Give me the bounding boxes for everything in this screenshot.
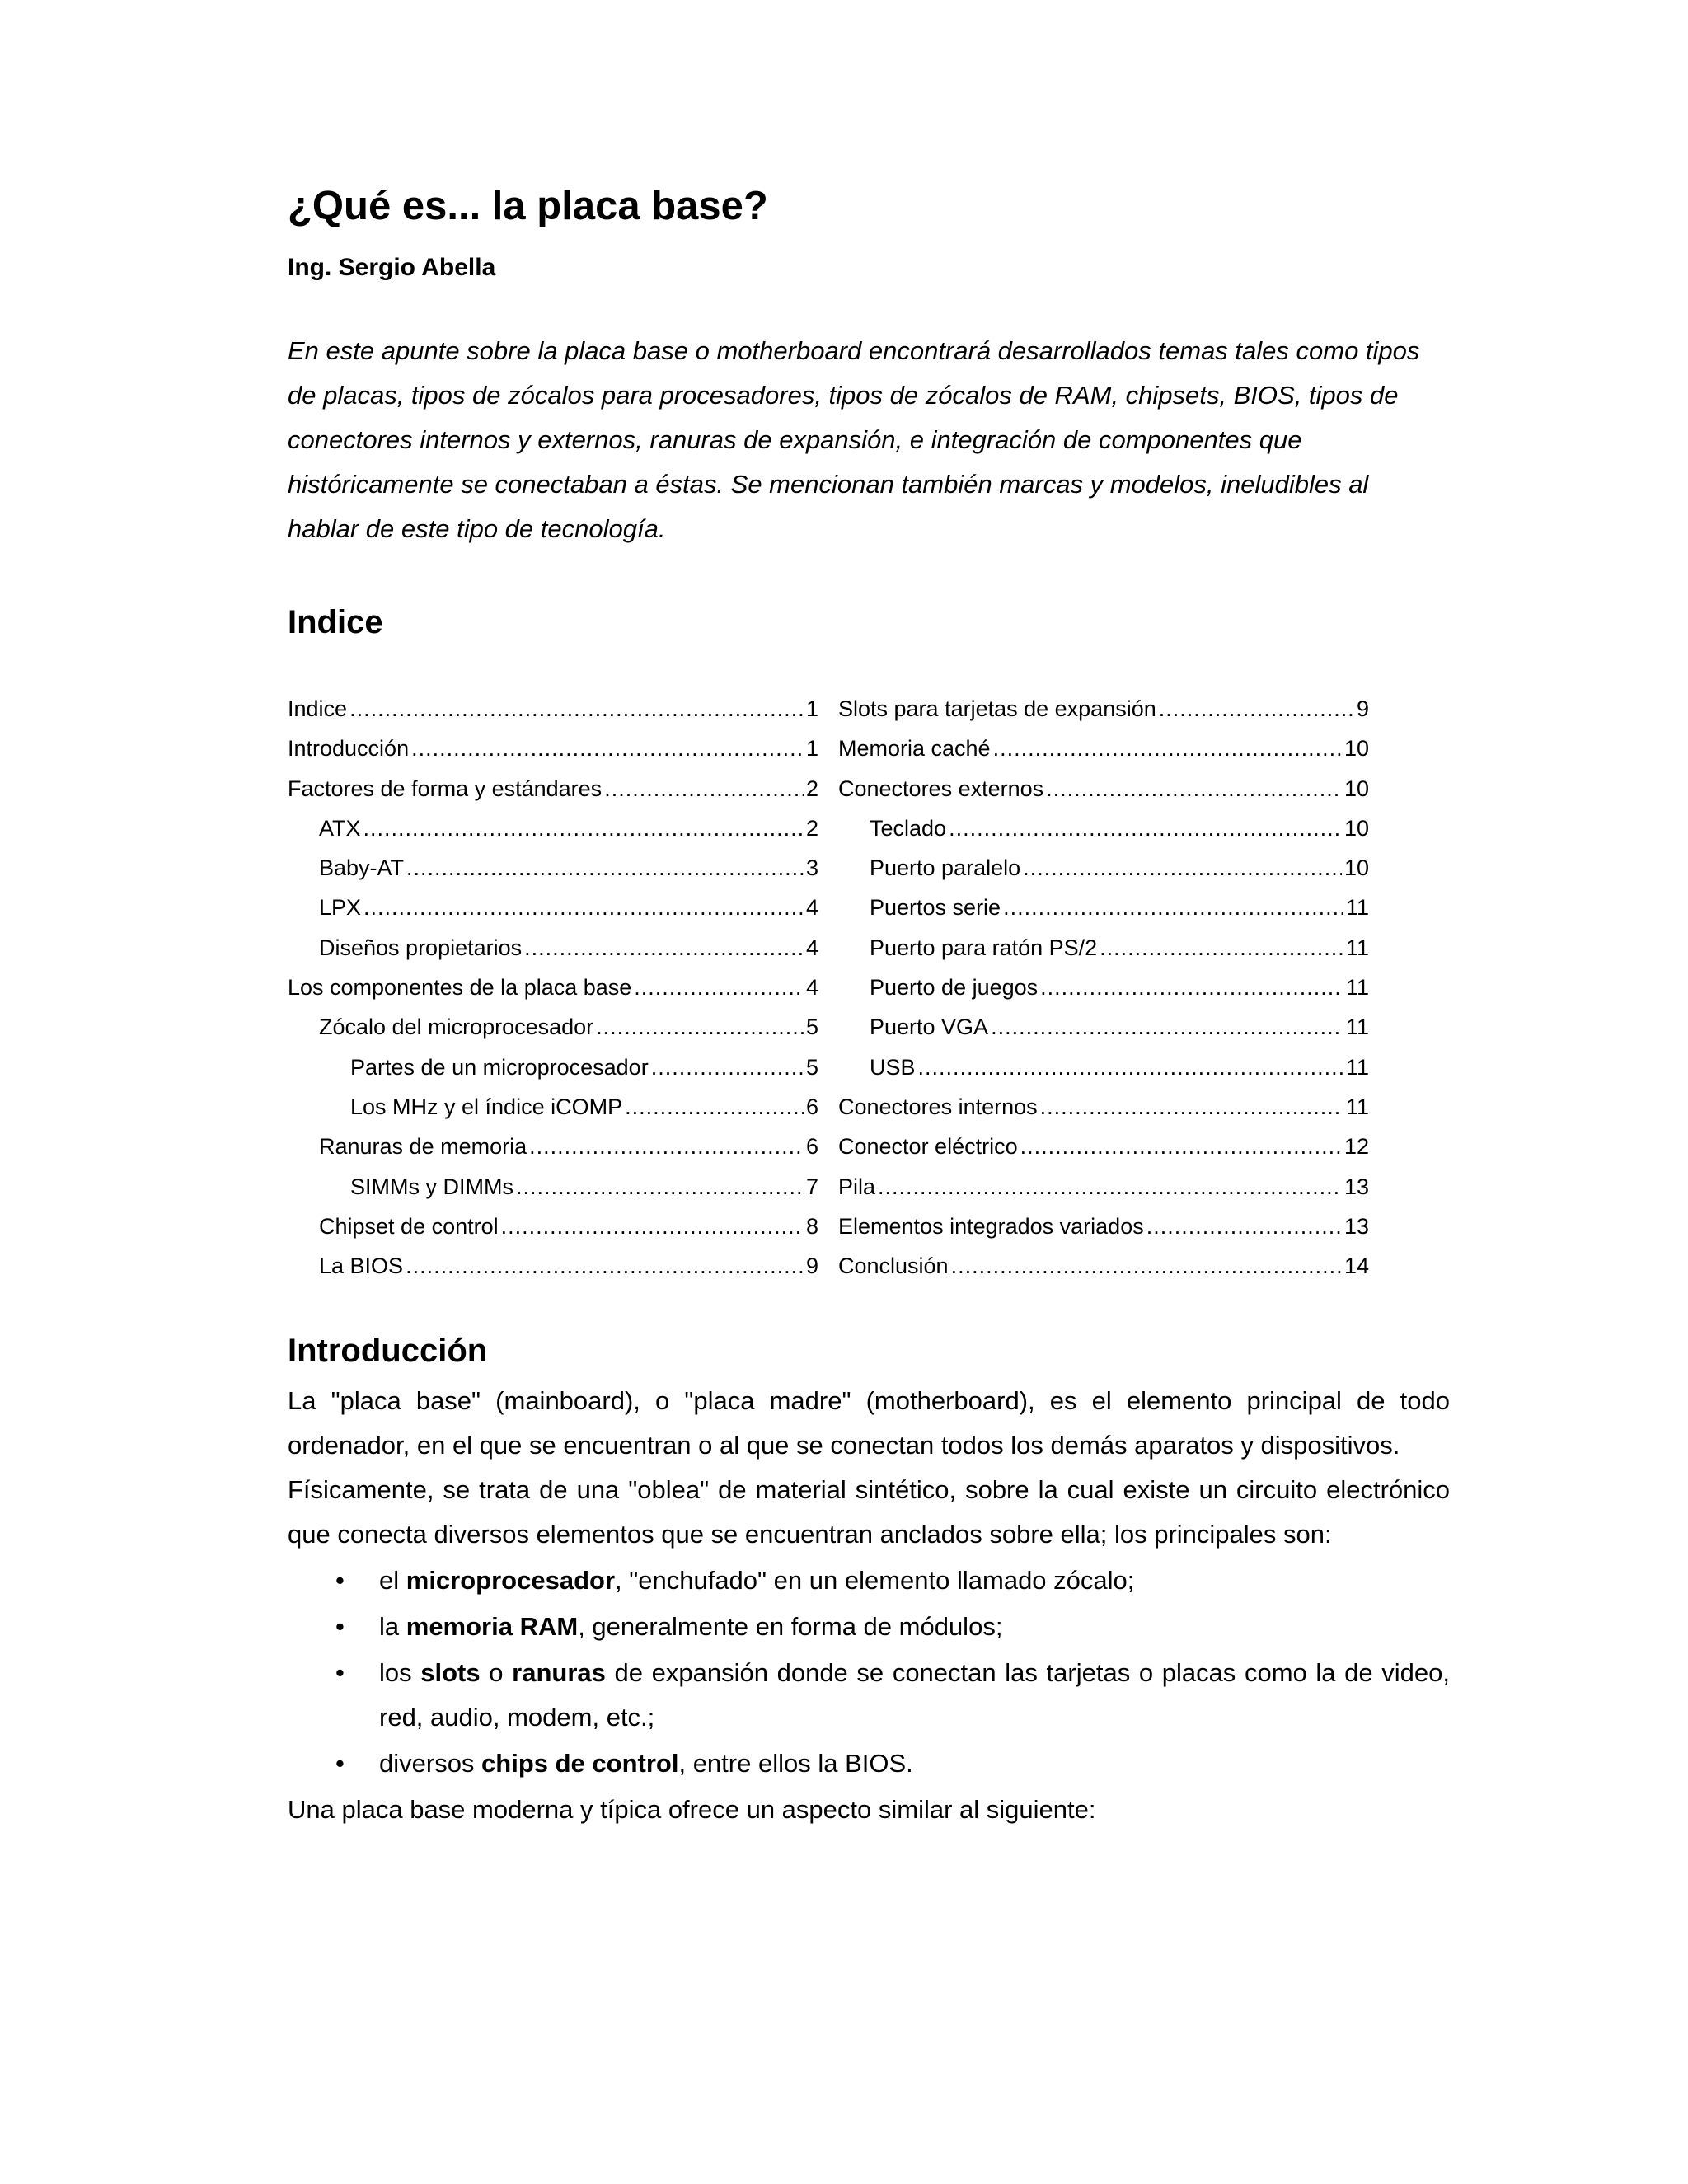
toc-entry-label: Factores de forma y estándares <box>288 776 603 801</box>
toc-entry[interactable] <box>288 696 818 736</box>
toc-entry-label: SIMMs y DIMMs <box>350 1174 513 1199</box>
intro-paragraph-1: La "placa base" (mainboard), o "placa madre" (motherboard), es el elemento principal de todo ordenador, en el que se encuentran o al que se conectan todos los demás aparatos y dispositivos. <box>288 1386 1450 1460</box>
toc-entry[interactable] <box>288 1214 818 1254</box>
toc-entry-page: 9 <box>805 1254 818 1279</box>
toc-entry[interactable] <box>288 895 818 935</box>
bullet-icon: • <box>335 1566 345 1595</box>
toc-entry-page: 4 <box>805 895 818 921</box>
toc-entry-page: 2 <box>805 815 818 841</box>
toc-entry[interactable] <box>288 855 818 895</box>
list-item <box>288 1651 1450 1740</box>
toc-entry[interactable] <box>288 1055 818 1094</box>
toc-entry[interactable] <box>838 776 1369 816</box>
toc-entry-label: USB <box>870 1054 916 1080</box>
toc-entry[interactable] <box>838 1094 1369 1134</box>
toc-entry-label: Introducción <box>288 736 410 762</box>
toc-entry[interactable] <box>838 1254 1369 1293</box>
toc-entry-page: 9 <box>1356 696 1369 721</box>
bullet-icon: • <box>335 1749 345 1778</box>
toc-entry[interactable] <box>288 776 818 816</box>
toc-entry-label: Elementos integrados variados <box>838 1213 1144 1239</box>
toc-leader-dots <box>596 1015 804 1040</box>
abstract-paragraph: En este apunte sobre la placa base o motherboard encontrará desarrollados temas tales como tipos de placas, tipos de zócalos para procesadores, tipos de zócalos de RAM, chipsets, BIOS, tipos de conectores internos y externos, ranuras de expansión, e integración de componentes que históricamente se conectaban a éstas. Se mencionan también marcas y modelos, ineludibles al hablar de este tipo de tecnología. <box>288 336 1420 543</box>
toc-entry-label: Los MHz y el índice iCOMP <box>350 1094 623 1119</box>
toc-entry-page: 14 <box>1343 1254 1369 1279</box>
toc-leader-dots <box>1020 1134 1342 1160</box>
toc-leader-dots <box>529 1134 804 1160</box>
toc-entry-page: 5 <box>805 1015 818 1040</box>
toc-entry-page: 10 <box>1343 776 1369 801</box>
toc-leader-dots <box>949 816 1342 841</box>
toc-entry-label: Zócalo del microprocesador <box>319 1015 594 1040</box>
toc-entry-page: 3 <box>805 855 818 881</box>
toc-entry-label: Partes de un microprocesador <box>350 1054 649 1080</box>
toc-entry-page: 6 <box>805 1134 818 1160</box>
toc-entry-label: Conclusión <box>838 1254 949 1279</box>
toc-entry[interactable] <box>838 1174 1369 1214</box>
toc-leader-dots <box>363 895 804 921</box>
toc-entry-page: 10 <box>1343 855 1369 881</box>
toc-entry-label: Indice <box>288 696 348 721</box>
toc-entry-page: 5 <box>805 1054 818 1080</box>
bullet-icon: • <box>335 1612 345 1641</box>
toc-leader-dots <box>625 1094 804 1120</box>
toc-entry-label: Puerto VGA <box>870 1015 989 1040</box>
toc-entry-label: LPX <box>319 895 362 921</box>
toc-entry-label: Puertos serie <box>870 895 1001 921</box>
toc-entry[interactable] <box>838 696 1369 736</box>
toc-entry-page: 13 <box>1343 1174 1369 1199</box>
toc-entry-label: ATX <box>319 815 361 841</box>
list-item <box>288 1605 1450 1649</box>
toc-leader-dots <box>993 736 1342 762</box>
list-item-bold: slots <box>420 1658 481 1687</box>
toc-right-column <box>838 696 1369 1293</box>
list-item-text: , entre ellos la BIOS. <box>678 1749 913 1778</box>
toc-entry-page: 11 <box>1345 935 1369 960</box>
toc-leader-dots <box>1046 776 1342 802</box>
list-item-bold: chips de control <box>481 1749 679 1778</box>
toc-leader-dots <box>951 1254 1342 1279</box>
list-item-text: de expansión donde se conectan las tarjetas o placas como la de video, red, audio, modem, etc.; <box>379 1658 1450 1732</box>
toc-entry-page: 11 <box>1345 1094 1369 1119</box>
toc-leader-dots <box>349 696 804 722</box>
toc-entry-label: Los componentes de la placa base <box>288 975 632 1001</box>
toc-entry-page: 12 <box>1343 1134 1369 1160</box>
toc-leader-dots <box>363 816 804 841</box>
toc-leader-dots <box>651 1055 804 1080</box>
toc-leader-dots <box>918 1055 1343 1080</box>
toc-entry[interactable] <box>288 1134 818 1174</box>
toc-entry[interactable] <box>288 736 818 776</box>
toc-entry-label: Chipset de control <box>319 1213 499 1239</box>
toc-entry[interactable] <box>838 895 1369 935</box>
list-item-bold: memoria RAM <box>406 1612 579 1641</box>
toc-left-column <box>288 696 818 1293</box>
list-item-text: o <box>480 1658 513 1687</box>
list-item-text: diversos <box>379 1749 482 1778</box>
toc-leader-dots <box>1003 895 1343 921</box>
toc-leader-dots <box>406 855 804 881</box>
toc-entry-page: 7 <box>805 1174 818 1199</box>
list-item-bold: microprocesador <box>406 1566 616 1595</box>
toc-entry[interactable] <box>838 1015 1369 1054</box>
toc-leader-dots <box>1023 855 1342 881</box>
author-name: Ing. Sergio Abella <box>288 254 496 281</box>
toc-leader-dots <box>1100 935 1343 961</box>
toc-entry[interactable] <box>838 1134 1369 1174</box>
toc-entry-label: La BIOS <box>319 1254 404 1279</box>
toc-entry-label: Slots para tarjetas de expansión <box>838 696 1156 721</box>
list-item-text: el <box>379 1566 406 1595</box>
toc-entry[interactable] <box>838 816 1369 855</box>
toc-entry-label: Baby-AT <box>319 855 405 881</box>
list-item <box>288 1558 1450 1603</box>
toc-leader-dots <box>1159 696 1354 722</box>
table-of-contents <box>288 696 1450 1279</box>
toc-entry-page: 10 <box>1343 736 1369 762</box>
toc-entry-label: Teclado <box>870 815 947 841</box>
toc-entry-page: 6 <box>805 1094 818 1119</box>
page-title: ¿Qué es... la placa base? <box>288 184 768 228</box>
bullet-icon: • <box>335 1658 345 1687</box>
toc-entry-page: 1 <box>805 696 818 721</box>
toc-entry-page: 4 <box>805 935 818 960</box>
toc-entry-page: 1 <box>805 736 818 762</box>
toc-entry[interactable] <box>288 816 818 855</box>
toc-entry-label: Conector eléctrico <box>838 1134 1018 1160</box>
toc-entry[interactable] <box>288 1254 818 1293</box>
toc-entry-label: Conectores externos <box>838 776 1044 801</box>
document-page <box>288 177 1450 1832</box>
toc-leader-dots <box>604 776 804 802</box>
list-item <box>288 1741 1450 1786</box>
list-item-text: , "enchufado" en un elemento llamado zócalo; <box>615 1566 1135 1595</box>
toc-entry-label: Ranuras de memoria <box>319 1134 528 1160</box>
toc-entry-page: 11 <box>1345 895 1369 921</box>
toc-entry[interactable] <box>838 975 1369 1015</box>
intro-heading: Introducción <box>288 1333 488 1369</box>
toc-entry[interactable] <box>288 1015 818 1054</box>
toc-entry[interactable] <box>288 1174 818 1214</box>
list-item-bold: ranuras <box>512 1658 606 1687</box>
toc-entry-page: 10 <box>1343 815 1369 841</box>
toc-heading: Indice <box>288 604 383 640</box>
toc-entry-page: 11 <box>1345 1015 1369 1040</box>
toc-leader-dots <box>406 1254 804 1279</box>
toc-leader-dots <box>634 975 804 1001</box>
list-item-text: , generalmente en forma de módulos; <box>578 1612 1003 1641</box>
toc-entry[interactable] <box>838 855 1369 895</box>
toc-leader-dots <box>1146 1214 1342 1240</box>
toc-leader-dots <box>1040 975 1343 1001</box>
toc-entry-page: 4 <box>805 975 818 1001</box>
toc-entry-label: Puerto para ratón PS/2 <box>870 935 1098 960</box>
toc-entry-page: 13 <box>1343 1213 1369 1239</box>
toc-entry-label: Memoria caché <box>838 736 991 762</box>
toc-entry[interactable] <box>838 935 1369 975</box>
list-item-text: los <box>379 1658 421 1687</box>
toc-entry-page: 2 <box>805 776 818 801</box>
toc-leader-dots <box>411 736 804 762</box>
toc-leader-dots <box>524 935 804 961</box>
toc-entry[interactable] <box>288 975 818 1015</box>
toc-leader-dots <box>1040 1094 1343 1120</box>
toc-leader-dots <box>516 1174 804 1200</box>
toc-leader-dots <box>878 1174 1342 1200</box>
intro-paragraph-2: Físicamente, se trata de una "oblea" de material sintético, sobre la cual existe un circuito electrónico que conecta diversos elementos que se encuentran anclados sobre ella; los principales son: <box>288 1475 1450 1549</box>
toc-entry[interactable] <box>288 1094 818 1134</box>
toc-entry-label: Pila <box>838 1174 876 1199</box>
toc-entry[interactable] <box>838 736 1369 776</box>
toc-entry-page: 11 <box>1345 975 1369 1001</box>
toc-entry[interactable] <box>838 1055 1369 1094</box>
toc-entry-label: Conectores internos <box>838 1094 1038 1119</box>
toc-entry-label: Puerto de juegos <box>870 975 1039 1001</box>
toc-entry-label: Puerto paralelo <box>870 855 1021 881</box>
toc-entry-page: 8 <box>805 1213 818 1239</box>
toc-entry-label: Diseños propietarios <box>319 935 523 960</box>
toc-entry[interactable] <box>838 1214 1369 1254</box>
closing-paragraph: Una placa base moderna y típica ofrece un aspecto similar al siguiente: <box>288 1795 1096 1824</box>
list-item-text: la <box>379 1612 406 1641</box>
toc-leader-dots <box>991 1015 1343 1040</box>
toc-entry-page: 11 <box>1345 1054 1369 1080</box>
component-list <box>288 1558 1450 1786</box>
toc-entry[interactable] <box>288 935 818 975</box>
toc-leader-dots <box>501 1214 804 1240</box>
